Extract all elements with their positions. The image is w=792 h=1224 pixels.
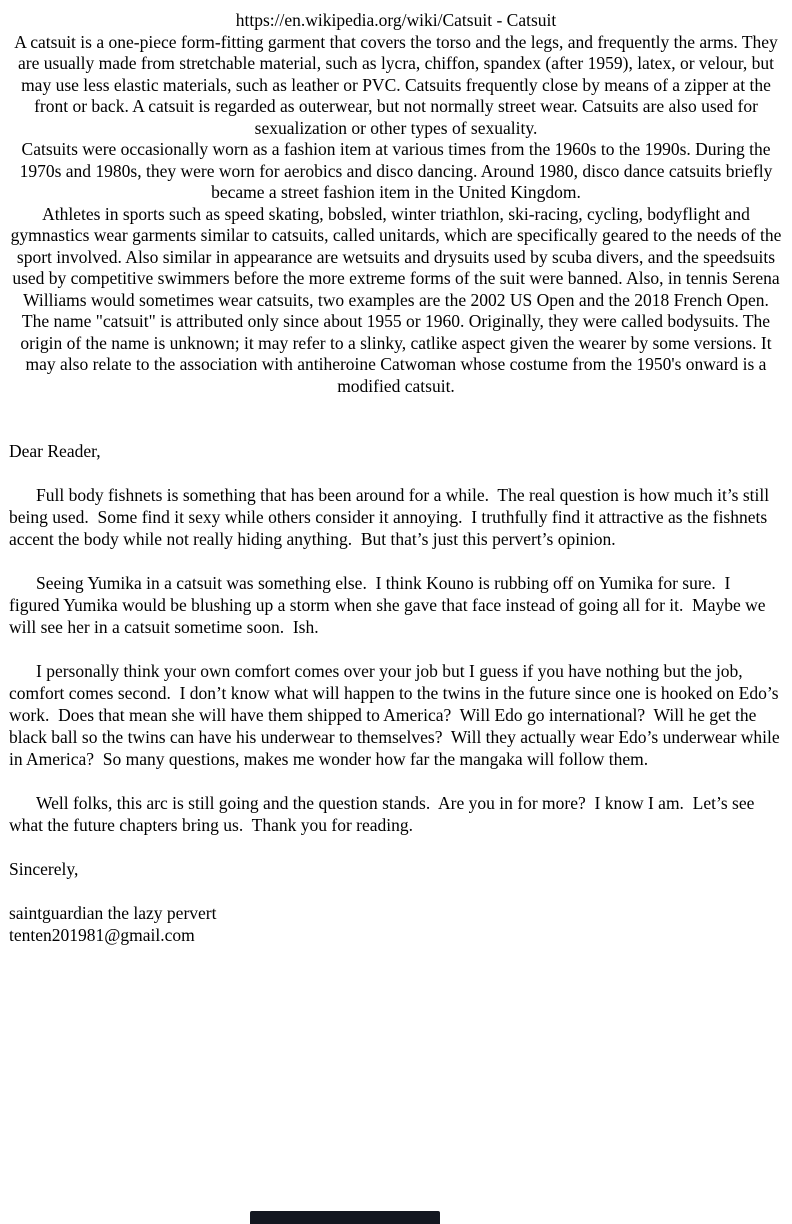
wiki-excerpt [9,10,783,397]
signature-block [9,902,783,946]
bottom-bar [250,1211,440,1224]
signature-email: tenten201981@gmail.com [9,925,195,945]
closing: Sincerely, [9,859,79,879]
wiki-paragraph: Athletes in sports such as speed skating, bobsled, winter triathlon, ski-racing, cycling, bodyflight and gymnastics wear garments similar to catsuits, called unitards, which are specifically geared to the needs of the sport involved. Also similar in appearance are wetsuits and drysuits used by scuba divers, and the speedsuits used by competitive swimmers before the more extreme forms of the suit were banned. Also, in tennis Serena Williams would sometimes wear catsuits, two examples are the 2002 US Open and the 2018 French Open. [10,203,782,310]
letter-paragraph: Well folks, this arc is still going and the question stands. Are you in for more? I know I am. Let’s see what the future chapters bring us. Thank you for reading. [9,793,759,835]
wiki-paragraph: A catsuit is a one-piece form-fitting garment that covers the torso and the legs, and frequently the arms. They are usually made from stretchable material, such as lycra, chiffon, spandex (after 1959), latex, or velour, but may use less elastic materials, such as leather or PVC. Catsuits frequently close by means of a zipper at the front or back. A catsuit is regarded as outerwear, but not normally street wear. Catsuits are also used for sexualization or other types of sexuality. [14,31,778,138]
letter [9,440,783,946]
source-url-line: https://en.wikipedia.org/wiki/Catsuit - Catsuit [235,10,557,30]
letter-paragraph: Full body fishnets is something that has been around for a while. The real question is how much it’s still being used. Some find it sexy while others consider it annoying. I truthfully find it attractive as the fishnets accent the body while not really hiding anything. But that’s just this pervert’s opinion. [9,485,774,549]
wiki-paragraph: Catsuits were occasionally worn as a fashion item at various times from the 1960s to the 1990s. During the 1970s and 1980s, they were worn for aerobics and disco dancing. Around 1980, disco dance catsuits briefly became a street fashion item in the United Kingdom. [19,139,773,202]
salutation: Dear Reader, [9,441,101,461]
wiki-paragraph: The name "catsuit" is attributed only since about 1955 or 1960. Originally, they were called bodysuits. The origin of the name is unknown; it may refer to a slinky, catlike aspect given the wearer by some versions. It may also relate to the association with antiheroine Catwoman whose costume from the 1950's onward is a modified catsuit. [20,311,772,396]
signature-name: saintguardian the lazy pervert [9,903,217,923]
letter-paragraph: Seeing Yumika in a catsuit was something else. I think Kouno is rubbing off on Yumika for sure. I figured Yumika would be blushing up a storm when she gave that face instead of going all for it. Maybe we will see her in a catsuit sometime soon. Ish. [9,573,770,637]
letter-paragraph: I personally think your own comfort comes over your job but I guess if you have nothing but the job, comfort comes second. I don’t know what will happen to the twins in the future since one is hooked on Edo’s work. Does that mean she will have them shipped to America? Will Edo go international? Will he get the black ball so the twins can have his underwear to themselves? Will they actually wear Edo’s underwear while in America? So many questions, makes me wonder how far the mangaka will follow them. [9,661,785,769]
